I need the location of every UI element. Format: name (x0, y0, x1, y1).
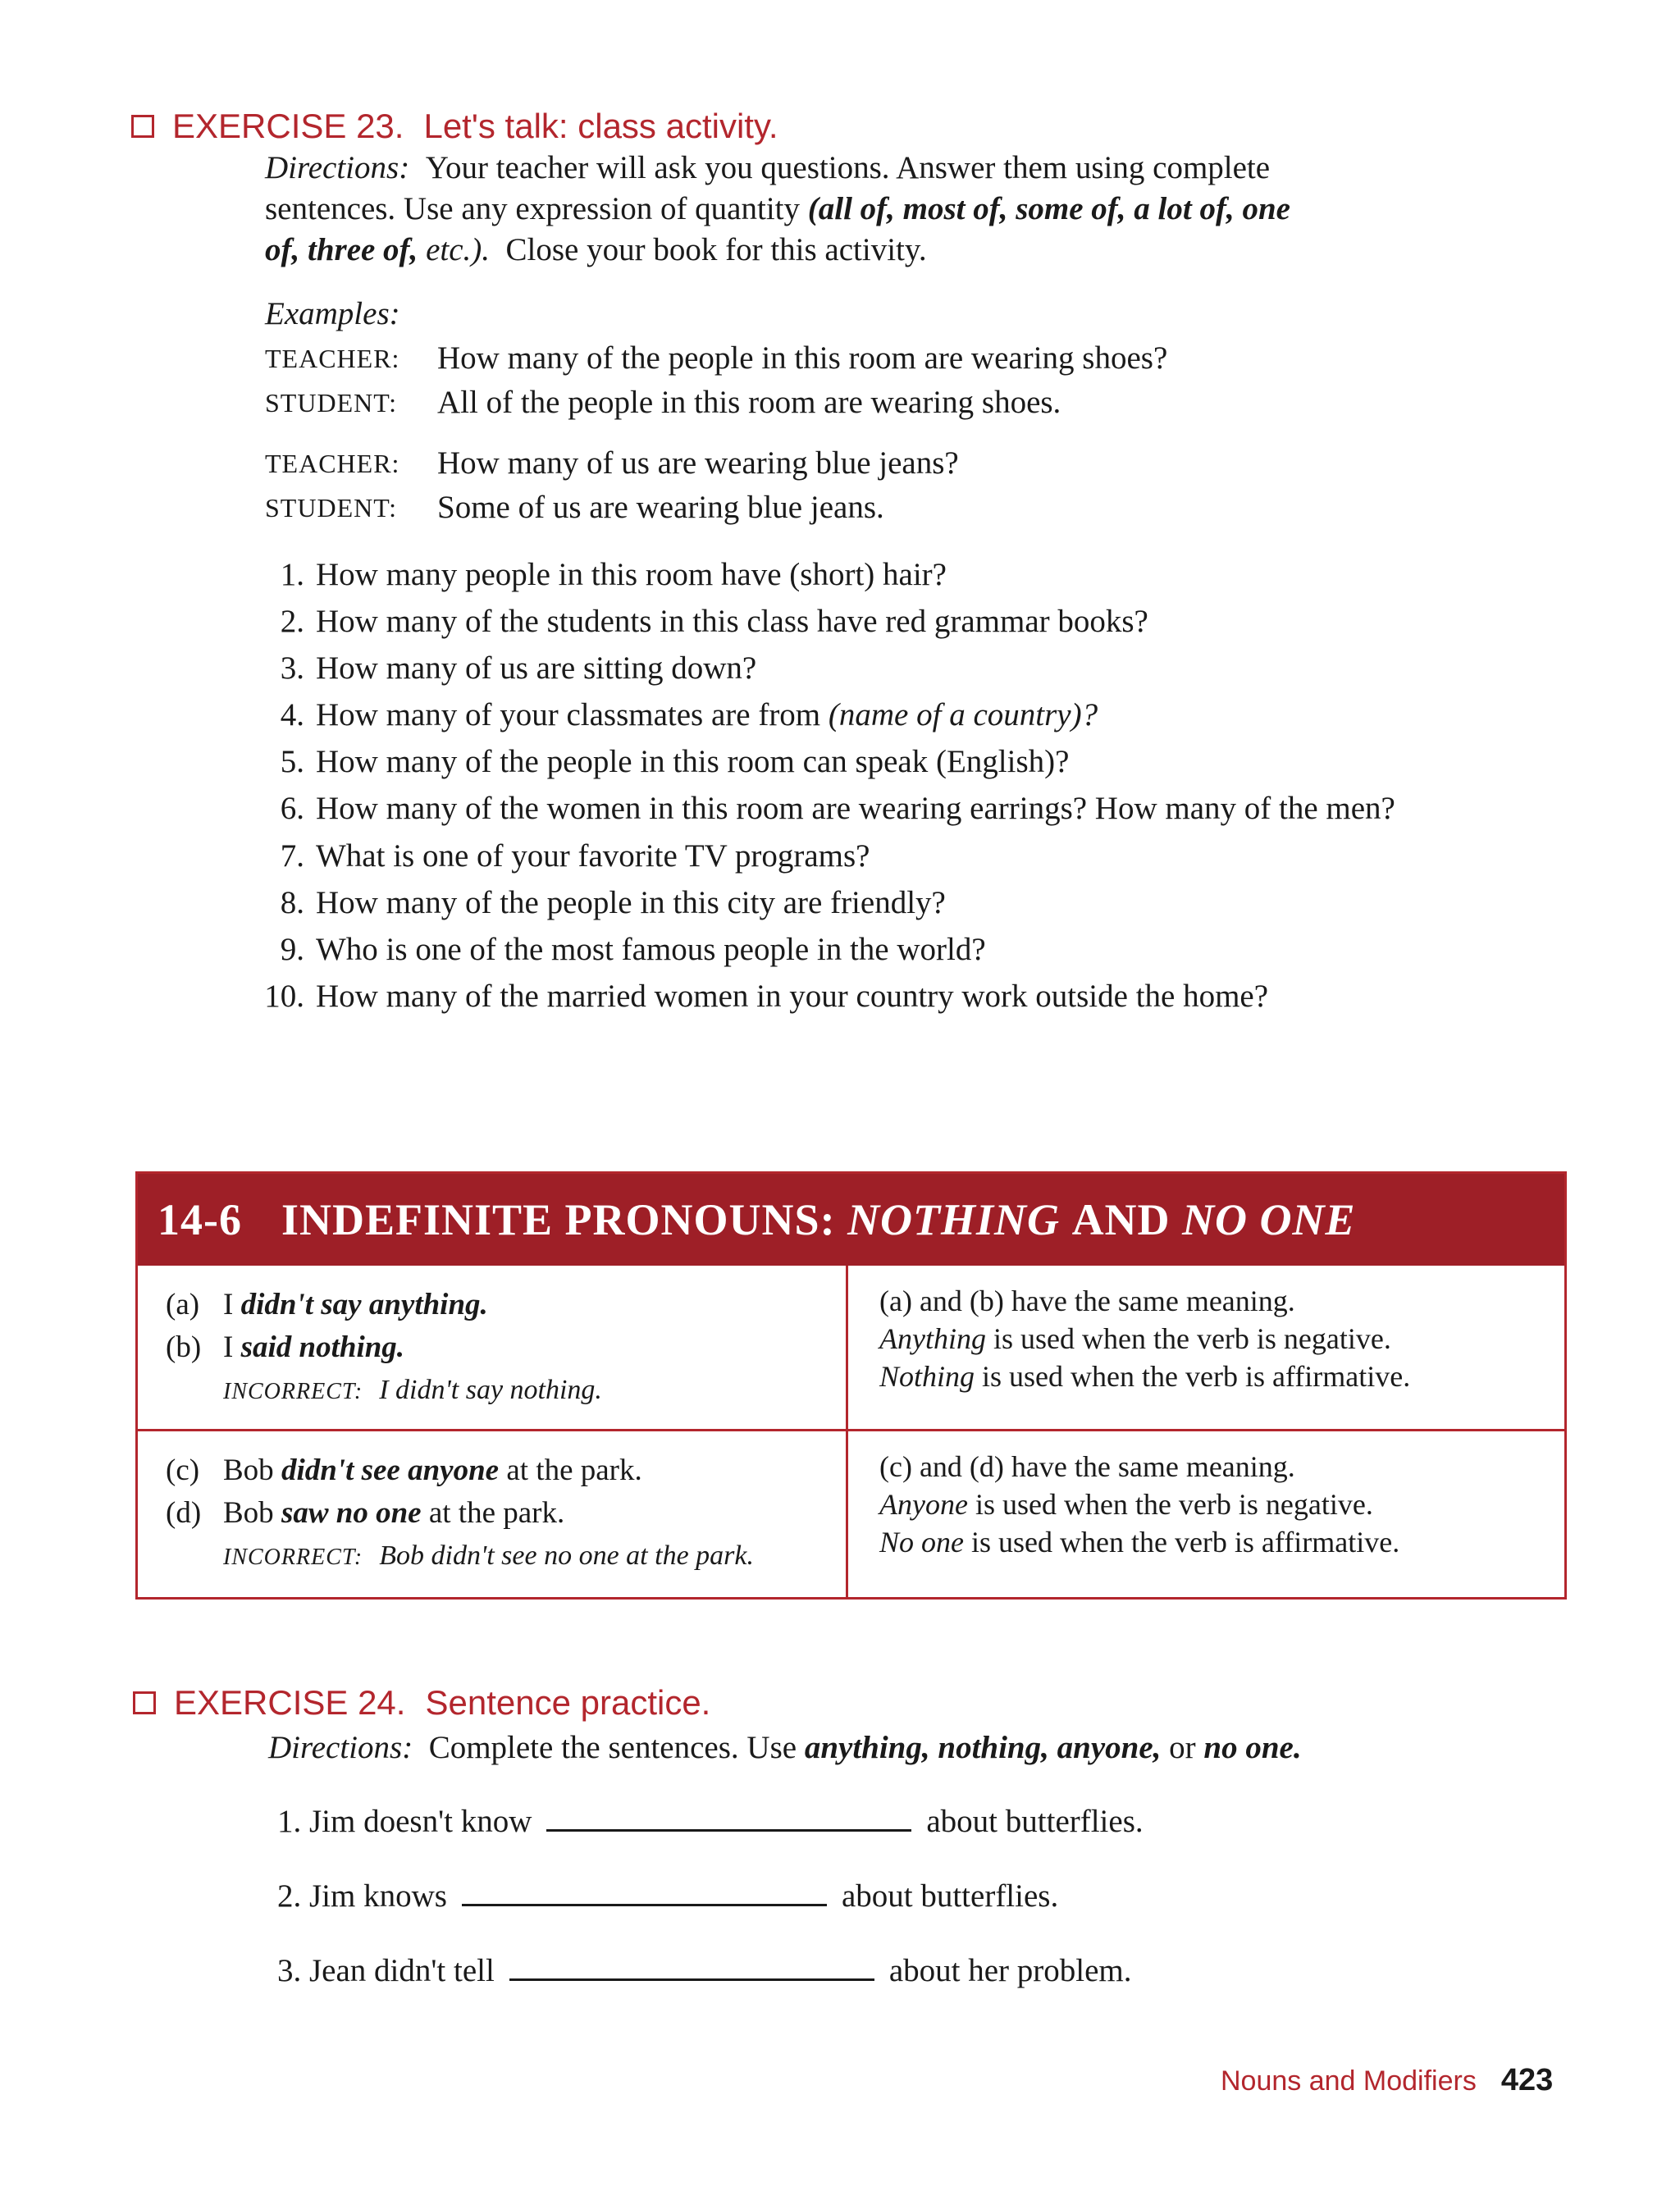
exercise-number: EXERCISE 23. (172, 107, 404, 145)
chart-examples-ab: (a) I didn't say anything. (b) I said nothing. INCORRECT: I didn't say nothing. (138, 1266, 848, 1431)
list-item: 6. How many of the women in this room are wearing earrings? How many of the men? (280, 791, 1395, 826)
list-item: 8. How many of the people in this city are friendly? (280, 885, 946, 920)
list-item: 4. How many of your classmates are from (name of a country)? (280, 697, 1098, 732)
list-item: 3. How many of us are sitting down? (280, 650, 757, 686)
exercise-title: Sentence practice. (425, 1683, 711, 1722)
chart-header (138, 1174, 1564, 1266)
exercise-23-header (131, 107, 778, 146)
checkbox-icon[interactable] (133, 1691, 156, 1714)
page-footer (1221, 2063, 1553, 2098)
example-line: Some of us are wearing blue jeans. (437, 490, 884, 525)
page-number: 423 (1500, 2063, 1554, 2097)
answer-blank[interactable] (509, 1951, 874, 1981)
chart-number: 14-6 (158, 1195, 242, 1244)
question-list (250, 551, 1513, 1020)
grammar-chart (135, 1171, 1567, 1600)
list-item: 1. How many people in this room have (short) hair? (280, 557, 947, 592)
chapter-title: Nouns and Modifiers (1221, 2065, 1477, 2097)
chart-notes-ab: (a) and (b) have the same meaning. Anything is used when the verb is negative. Nothing is used when the verb is affirmative. (848, 1266, 1564, 1431)
fill-in-item: 3. Jean didn't tell about her problem. (277, 1951, 1131, 1989)
list-item: 5. How many of the people in this room can speak (English)? (280, 744, 1070, 779)
speaker-label: STUDENT: (265, 493, 398, 523)
answer-blank[interactable] (462, 1876, 827, 1906)
incorrect-example: INCORRECT: I didn't say nothing. (223, 1375, 602, 1405)
directions-emphasis: of, three of, (265, 232, 418, 267)
speaker-label: TEACHER: (265, 449, 400, 478)
examples-label: Examples: (265, 296, 400, 331)
incorrect-example: INCORRECT: Bob didn't see no one at the park. (223, 1540, 754, 1571)
directions-etc: etc.). (426, 232, 491, 267)
chart-examples-cd: (c) Bob didn't see anyone at the park. (d) Bob saw no one at the park. INCORRECT: Bob didn't see no one at the park. (138, 1431, 848, 1597)
directions-label: Directions: (265, 150, 410, 185)
directions-text: Close your book for this activity. (505, 232, 927, 267)
directions-emphasis: (all of, most of, some of, a lot of, one (807, 191, 1290, 226)
example-line: All of the people in this room are wearing shoes. (437, 385, 1061, 420)
example-line: How many of us are wearing blue jeans? (437, 445, 959, 481)
exercise-24-directions: Directions: Complete the sentences. Use anything, nothing, anyone, or no one. (268, 1730, 1302, 1765)
directions-text: Your teacher will ask you questions. Answer them using complete (425, 150, 1271, 185)
exercise-24-header (133, 1683, 710, 1723)
example-dialog-1 (265, 336, 1167, 425)
list-item: 7. What is one of your favorite TV programs? (280, 838, 870, 874)
exercise-title: Let's talk: class activity. (423, 107, 778, 145)
exercise-23-directions (265, 148, 1290, 271)
exercise-number: EXERCISE 24. (174, 1683, 406, 1722)
list-item: 2. How many of the students in this class have red grammar books? (280, 604, 1148, 639)
list-item: 9. Who is one of the most famous people in the world? (280, 932, 986, 967)
example-dialog-2 (265, 441, 959, 530)
checkbox-icon[interactable] (131, 115, 154, 138)
fill-in-item: 1. Jim doesn't know about butterflies. (277, 1801, 1144, 1840)
speaker-label: TEACHER: (265, 344, 400, 373)
list-item: 10. How many of the married women in your country work outside the home? (264, 979, 1269, 1014)
example-line: How many of the people in this room are wearing shoes? (437, 340, 1168, 376)
chart-title: INDEFINITE PRONOUNS: NOTHING AND NO ONE (281, 1195, 1356, 1244)
directions-text: sentences. Use any expression of quantity (265, 191, 800, 226)
fill-in-item: 2. Jim knows about butterflies. (277, 1876, 1058, 1914)
chart-notes-cd: (c) and (d) have the same meaning. Anyone is used when the verb is negative. No one is used when the verb is affirmative. (879, 1450, 1400, 1558)
answer-blank[interactable] (546, 1801, 911, 1832)
speaker-label: STUDENT: (265, 388, 398, 418)
